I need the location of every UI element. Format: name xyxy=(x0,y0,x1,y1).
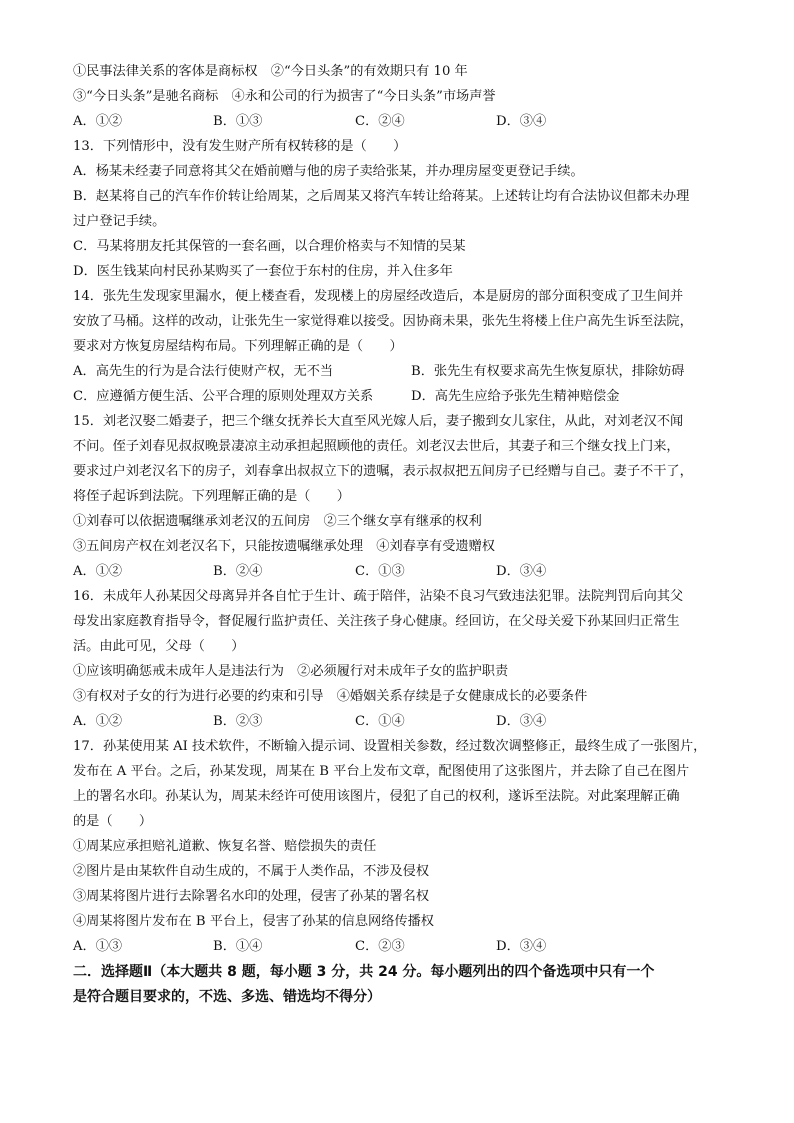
q14-option-d: D．高先生应给予张先生精神赔偿金 xyxy=(411,389,620,404)
q17-statement-1: ①周某应承担赔礼道歉、恢复名誉、赔偿损失的责任 xyxy=(73,839,377,854)
q17-stem-line-4: 的是（ ） xyxy=(73,814,153,829)
q13-option-d: D．医生钱某向村民孙某购买了一套位于东村的住房，并入住多年 xyxy=(73,264,453,279)
q16-options xyxy=(73,713,733,731)
q17-stem-line-2: 发布在 A 平台。之后，孙某发现，周某在 B 平台上发布文章，配图使用了这张图片，并去除了自己在图片 xyxy=(73,764,690,779)
q17-stem-line-1: 17．孙某使用某 AI 技术软件，不断输入提示词、设置相关参数，经过数次调整修正，最终生成了一张图片， xyxy=(73,739,707,754)
q14-stem-line-3: 要求对方恢复房屋结构布局。下列理解正确的是（ ） xyxy=(73,339,403,354)
q16-statement-line-2: ③有权对子女的行为进行必要的约束和引导 ④婚姻关系存续是子女健康成长的必要条件 xyxy=(73,689,588,704)
q16-option-a: A．①② xyxy=(73,714,123,729)
q13-option-c: C．马某将朋友托其保管的一套名画，以合理价格卖与不知情的吴某 xyxy=(73,239,466,254)
q13-option-b-line-1: B．赵某将自己的汽车作价转让给周某，之后周某又将汽车转让给蒋某。上述转让均有合法协议但都未办理 xyxy=(73,189,690,204)
q14-options-row-1 xyxy=(73,363,733,381)
q17-option-c: C．②③ xyxy=(355,939,405,954)
q14-options-row-2 xyxy=(73,388,733,406)
q13-option-a: A．杨某未经妻子同意将其父在婚前赠与他的房子卖给张某，并办理房屋变更登记手续。 xyxy=(73,164,584,179)
q15-stem-line-2: 不问。侄子刘春见叔叔晚景凄凉主动承担起照顾他的责任。刘老汉去世后，其妻子和三个继女找上门来， xyxy=(73,439,680,454)
q12-statement-line-2: ③“今日头条”是驰名商标 ④永和公司的行为损害了“今日头条”市场声誉 xyxy=(73,89,496,104)
q17-statement-3: ③周某将图片进行去除署名水印的处理，侵害了孙某的署名权 xyxy=(73,889,430,904)
q15-option-c: C．①③ xyxy=(355,564,405,579)
q13-stem: 13．下列情形中，没有发生财产所有权转移的是（ ） xyxy=(73,139,407,154)
q17-option-a: A．①③ xyxy=(73,939,123,954)
q14-option-a: A．高先生的行为是合法行使财产权，无不当 xyxy=(73,364,334,379)
q17-option-d: D．③④ xyxy=(496,939,547,954)
q14-option-b: B．张先生有权要求高先生恢复原状，排除妨碍 xyxy=(411,364,685,379)
q16-option-c: C．①④ xyxy=(355,714,405,729)
q17-option-b: B．①④ xyxy=(213,939,263,954)
q15-options xyxy=(73,563,733,581)
q15-stem-line-4: 将侄子起诉到法院。下列理解正确的是（ ） xyxy=(73,489,350,504)
q15-statement-line-1: ①刘春可以依据遗嘱继承刘老汉的五间房 ②三个继女享有继承的权利 xyxy=(73,514,482,529)
q16-stem-line-3: 活。由此可见，父母（ ） xyxy=(73,639,245,654)
q13-option-b-line-2: 过户登记手续。 xyxy=(73,214,166,229)
q16-stem-line-2: 母发出家庭教育指导令，督促履行监护责任、关注孩子身心健康。经回访，在父母关爱下孙某回归正常生 xyxy=(73,614,680,629)
q12-statement-line-1: ①民事法律关系的客体是商标权 ②“今日头条”的有效期只有 10 年 xyxy=(73,64,468,79)
q12-options xyxy=(73,113,733,131)
q12-option-d: D．③④ xyxy=(496,114,547,129)
q17-statement-2: ②图片是由某软件自动生成的，不属于人类作品，不涉及侵权 xyxy=(73,864,430,879)
q15-stem-line-1: 15．刘老汉娶二婚妻子，把三个继女抚养长大直至风光嫁人后，妻子搬到女儿家住，从此，对刘老汉不闻 xyxy=(73,414,684,429)
section-2-heading-line-2: 是符合题目要求的，不选、多选、错选均不得分） xyxy=(73,989,381,1005)
section-2-heading-line-1: 二．选择题Ⅱ（本大题共 8 题，每小题 3 分，共 24 分。每小题列出的四个备选项中只有一个 xyxy=(73,964,655,980)
q17-stem-line-3: 上的署名水印。孙某认为，周某未经许可使用该图片，侵犯了自己的权利，遂诉至法院。对此案理解正确 xyxy=(73,789,680,804)
q15-statement-line-2: ③五间房产权在刘老汉名下，只能按遗嘱继承处理 ④刘春享有受遗赠权 xyxy=(73,539,495,554)
q15-option-a: A．①② xyxy=(73,564,123,579)
q15-option-d: D．③④ xyxy=(496,564,547,579)
q17-statement-4: ④周某将图片发布在 B 平台上，侵害了孙某的信息网络传播权 xyxy=(73,914,434,929)
q12-option-a: A．①② xyxy=(73,114,123,129)
q14-stem-line-1: 14．张先生发现家里漏水，便上楼查看，发现楼上的房屋经改造后，本是厨房的部分面积变成了卫生间并 xyxy=(73,289,684,304)
q16-statement-line-1: ①应该明确惩戒未成年人是违法行为 ②必须履行对未成年子女的监护职责 xyxy=(73,664,509,679)
q14-option-c: C．应遵循方便生活、公平合理的原则处理双方关系 xyxy=(73,389,374,404)
q16-stem-line-1: 16．未成年人孙某因父母离异并各自忙于生计、疏于陪伴，沾染不良习气致违法犯罪。法院判罚后向其父 xyxy=(73,589,684,604)
q14-stem-line-2: 安放了马桶。这样的改动，让张先生一家觉得难以接受。因协商未果，张先生将楼上住户高先生诉至法院， xyxy=(73,314,693,329)
q15-stem-line-3: 要求过户刘老汉名下的房子，刘春拿出叔叔立下的遗嘱，表示叔叔把五间房子已经赠与自己。妻子不干了， xyxy=(73,464,693,479)
q12-option-c: C．②④ xyxy=(355,114,405,129)
q17-options xyxy=(73,938,733,956)
q15-option-b: B．②④ xyxy=(213,564,263,579)
q16-option-d: D．③④ xyxy=(496,714,547,729)
q12-option-b: B．①③ xyxy=(213,114,263,129)
q16-option-b: B．②③ xyxy=(213,714,263,729)
